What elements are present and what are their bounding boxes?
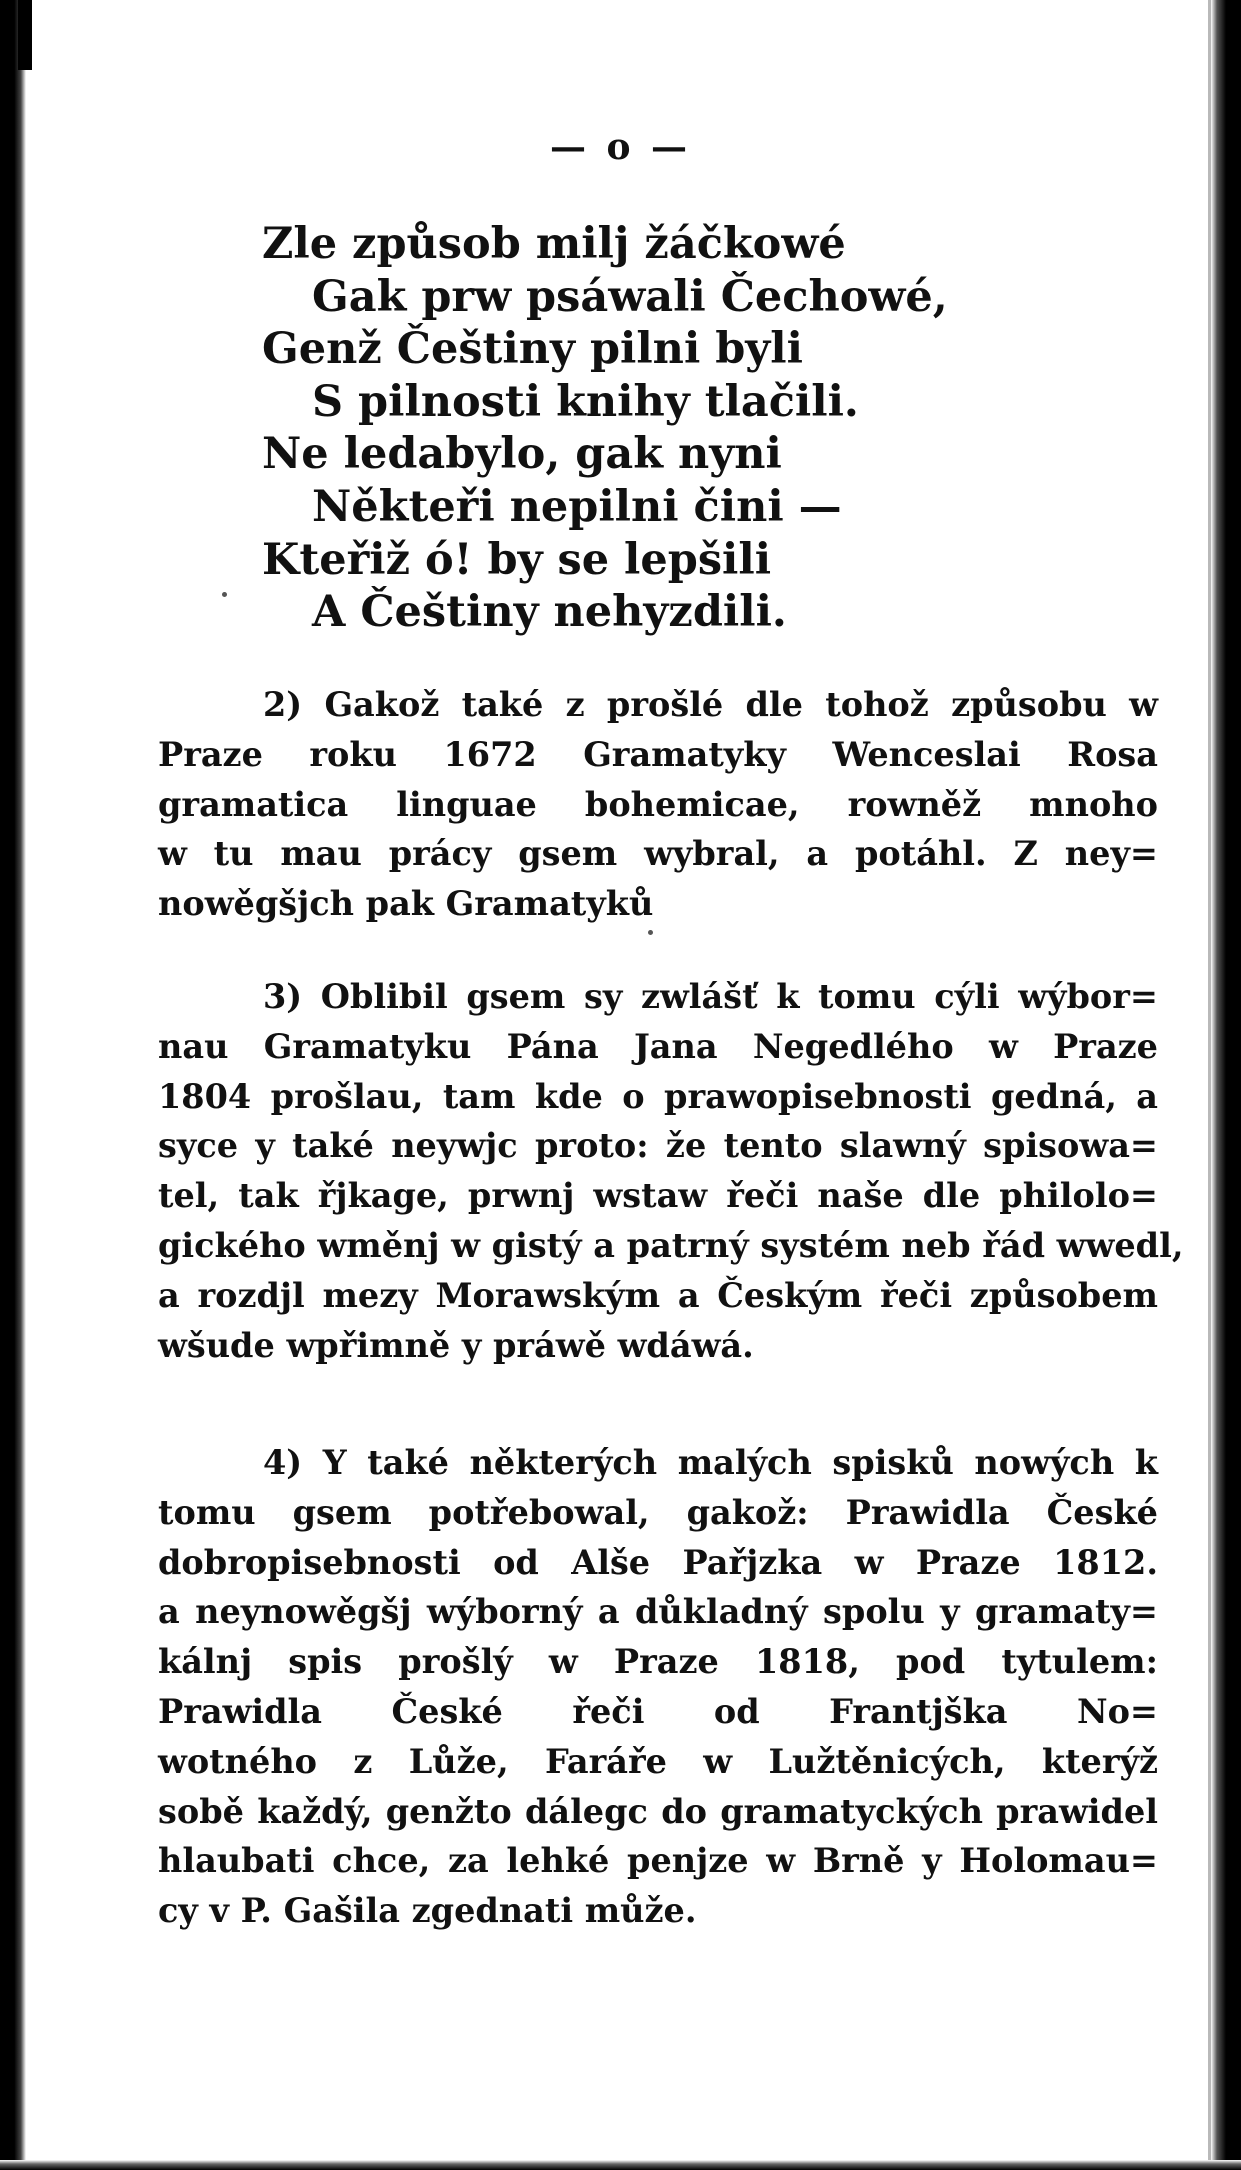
paragraph-2 <box>158 680 1158 929</box>
paragraph-line: tomu gsem potřebowal, gakož: Prawidla České <box>158 1492 1158 1532</box>
paragraph-line: sobě každý, genžto dálegc do gramatyckých prawidel <box>158 1791 1158 1831</box>
paragraph-line: a rozdjl mezy Morawským a Českým řeči způsobem <box>158 1275 1158 1315</box>
left-scan-notch <box>18 0 32 70</box>
paragraph-line: Praze roku 1672 Gramatyky Wenceslai Rosa <box>158 734 1158 774</box>
paragraph-3 <box>158 972 1184 1370</box>
paragraph-line: kálnj spis prošlý w Praze 1818, pod tytulem: <box>158 1642 1158 1682</box>
paragraph-line: dobropisebnosti od Alše Pařjzka w Praze 1812. <box>158 1542 1158 1582</box>
paragraph-line: wotného z Lůže, Faráře w Lužtěnicých, kterýž <box>158 1741 1158 1781</box>
poem-line: Genž Češtiny pilni byli <box>262 324 803 375</box>
paragraph-4 <box>158 1438 1158 1936</box>
paragraph-line: 1804 prošlau, tam kde o prawopisebnosti gedná, a <box>158 1076 1158 1116</box>
paragraph-line: syce y také neywjc proto: že tento slawný spisowa= <box>158 1126 1158 1166</box>
poem-line: Zle způsob milj žáčkowé <box>262 219 846 269</box>
poem-line: S pilnosti knihy tlačili. <box>312 376 859 427</box>
poem-stanza <box>262 218 982 639</box>
paragraph-line: tel, tak řjkage, prwnj wstaw řeči naše dle philolo= <box>158 1176 1158 1216</box>
paragraph-line: a neynowěgšj wýborný a důkladný spolu y gramaty= <box>158 1592 1158 1632</box>
paragraph-line: Prawidla České řeči od Frantjška No= <box>158 1691 1158 1731</box>
poem-line: Kteřiž ó! by se lepšili <box>262 534 772 585</box>
page-header-ornament: — o — <box>549 126 692 168</box>
paragraph-line: cy v P. Gašila zgednati může. <box>158 1891 697 1931</box>
poem-line: Gak prw psáwali Čechowé, <box>312 271 948 322</box>
ink-speck <box>648 930 653 935</box>
ink-speck <box>222 592 227 597</box>
right-scan-edge <box>1211 0 1241 2170</box>
paragraph-line: w tu mau prácy gsem wybral, a potáhl. Z ney= <box>158 834 1158 874</box>
paragraph-line: 4) Y také některých malých spisků nowých k <box>263 1443 1158 1482</box>
bottom-scan-edge <box>0 2160 1241 2170</box>
left-scan-edge <box>0 0 26 2170</box>
poem-line: Někteři nepilni čini — <box>312 481 842 532</box>
paragraph-line: 3) Oblibil gsem sy zwlášť k tomu cýli wýbor= <box>263 977 1158 1016</box>
poem-line: Ne ledabylo, gak nyni <box>262 429 782 480</box>
paragraph-line: gického wměnj w gistý a patrný systém neb řád wwedl, <box>158 1225 1184 1265</box>
paragraph-line: 2) Gakož také z prošlé dle tohož způsobu w <box>263 685 1158 724</box>
right-scan-shadow <box>1208 0 1211 2170</box>
paragraph-line: nowěgšjch pak Gramatyků <box>158 884 654 924</box>
poem-line: A Češtiny nehyzdili. <box>312 587 787 638</box>
paragraph-line: hlaubati chce, za lehké penjze w Brně y Holomau= <box>158 1841 1158 1881</box>
paragraph-line: wšude wpřimně y práwě wdáwá. <box>158 1325 754 1365</box>
paragraph-line: nau Gramatyku Pána Jana Negedlého w Praze <box>158 1026 1158 1066</box>
paragraph-line: gramatica linguae bohemicae, rowněž mnoho <box>158 784 1158 824</box>
